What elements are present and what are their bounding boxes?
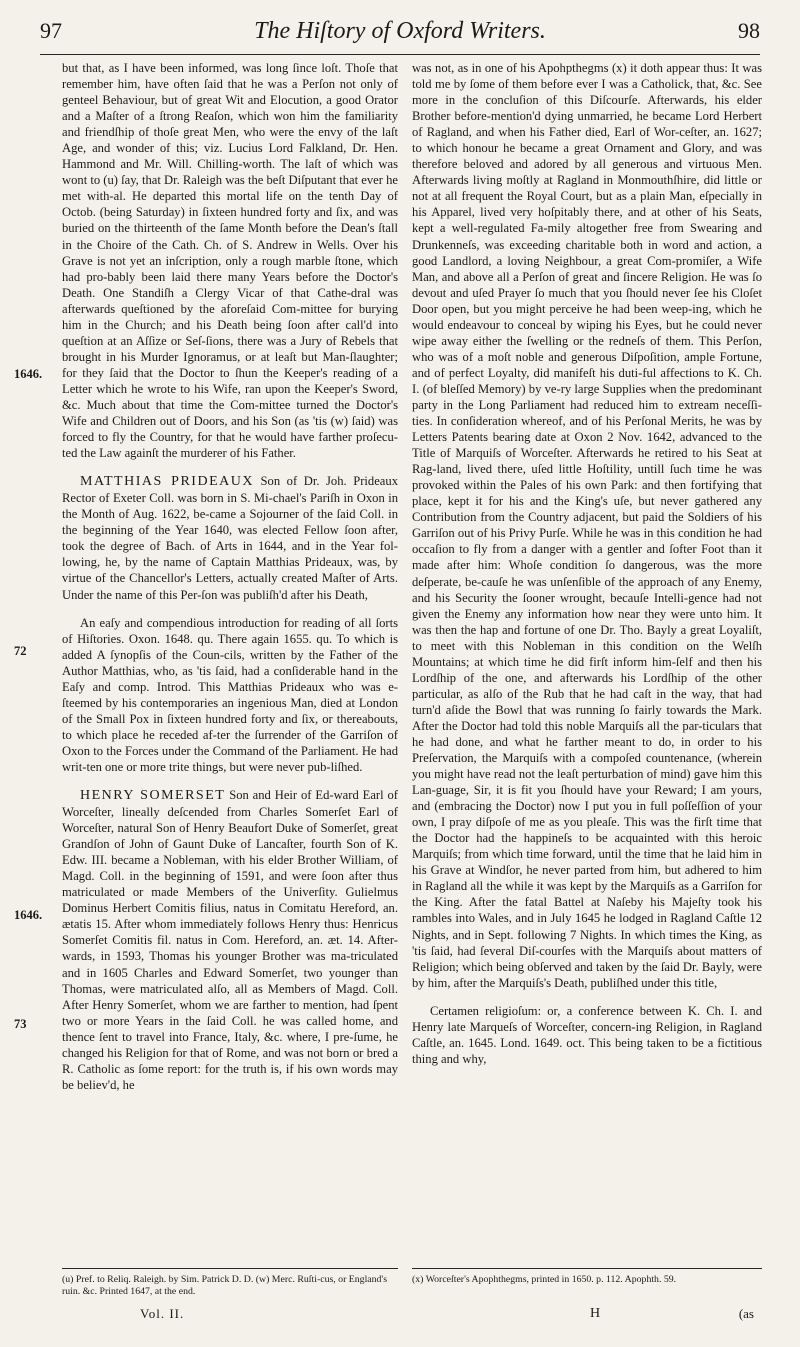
margin-year-1646: 1646. bbox=[14, 367, 43, 381]
running-title: The Hiſtory of Oxford Writers. bbox=[254, 17, 546, 44]
entry-body-somerset: Son and Heir of Ed-ward Earl of Worceſter, lineally deſcended from Charles Somerſet Earl of Worceſter, natural Son of Henry Beaufort Duke of Somerſet, great Grandſon of John of Gaunt Duke of Lancaſter, fourth Son of K. Edw. III. became a Nobleman, with his elder Brother William, of Magd. Coll. in the beginning of 1591, and were ſoon after thus matriculated or made Members of the Univerſity. Gulielmus Dominus Herbert Comitis filius, natus in Comitatu Hereford, an. ætatis 15. After whom immediately follows Henry thus: Henricus Somerſet Comitis fil. natus in Com. Hereford, an. æt. 14. After-wards, in 1593, Thomas his younger Brother was ma-triculated and in 1605 Charles and Edward Somerſet, two younger than Thomas, were matriculated alſo, all as Members of Magd. Coll. After Henry Somerſet, whom we are farther to mention, had ſpent two or more Years in the ſaid Coll. he was called home, and thence ſent to travel into France, Italy, &c. where, I pre-ſume, he changed his Religion for that of Rome, and was not born or bred a R. Catholic as ſome report: for the truth is, if his own words may be believ'd, he bbox=[62, 788, 398, 1092]
footnotes-right: (x) Worceſter's Apophthegms, printed in 1650. p. 112. Apophth. 59. bbox=[412, 1274, 677, 1285]
footnote-rule-right bbox=[412, 1268, 762, 1269]
catchword: (as bbox=[738, 1306, 754, 1321]
margin-entry-72: 72 bbox=[14, 644, 27, 658]
paragraph-marquis: was not, as in one of his Apohpthegms (x) it doth appear thus: It was told me by ſome of them before ever I was a Catholick, that, &c. See more in the concluſion of this Diſcourſe. Afterwards, his elder Brother before-mention'd dying unmarried, he became Lord Herbert of Ragland, and when his Father died, Earl of Wor-ceſter, an. 1627; to which honour he became a great Ornament and Glory, and was therefore beloved and adored by all generous and virtuous Men. Afterwards living moſtly at Ragland in Monmouthſhire, did little or not at all frequent the Royal Court, but as a plain Man, eſpecially in his Apparel, lived very hoſpitably there, and at other of his Seats, kept a well-regulated Fa-mily altogether free from Swearing and Drunkenneſs, was exceeding charitable both in word and action, a good Landlord, a loving Neighbour, a great Com-promiſer, a Wife Man, and above all a Perſon of great and ſincere Religion. He was ſo devout and uſed Prayer ſo much that you ſhould never ſee his Cloſet Door open, but you might perceive he had been weep-ing, which he would endeavour to conceal by wiping his Eyes, but he could never wipe away either the ſwelling or the redneſs of them. This Perſon, who was of a moſt noble and generous Diſpoſition, ample Fortune, and of perfect Loyalty, did manifeſt his duti-ful affections to K. Ch. I. (of bleſſed Memory) by ve-ry large Supplies when the predominant party in the Long Parliament had reduced him to extream neceſſi-ties. In conſideration whereof, and of his Perſonal Merits, he was by Letters Patents bearing date at Oxon 2 Nov. 1642, advanced to the Title of Marquiſs of Worceſter. Afterwards he retired to his Seat at Rag-land, lived there, uſed little Hoſtility, untill ſuch time he was provoked within the Pales of his own Park: and then fortifying that place, kept it for his and the King's uſe, but never gathered any Contribution from the Country adjacent, but paid the Soldiers of his Garriſon out of his Privy Purſe. While he was in this condition he had occaſion to fly from a danger with a gentler and ſofter Foot than it made after him: Whoſe condition ſo dangerous, was the more deſperate, be-cauſe he was unſenſible of the approach of any Enemy, and his Security the ſooner wrought, becauſe Intelli-gence had not given the Enemy any information how near they were unto him. It was then the hap and fortune of one Dr. Tho. Bayly a great Loyaliſt, to meet with this Nobleman in this condition on the Welſh Mountains; at which time he did firſt inform him-ſelf and then his Lordſhip of the one, and afterwards his Lordſhip of the other particular, as alſo of the Rub that he had caſt in the way, that had turn'd aſide the Bowl that was running ſo fairly towards the Mark. After the Doctor had told this noble Marquiſs all the par-ticulars that he had done, and what he farther meant to do, in order to his Preſervation, the Marquiſs with a compoſed countenance, (wherein you might have read not the leaſt perturbation of mind) gave him this Lan-guage, Sir, it is fit you ſhould have your Reward; I am yours, and (embracing the Doctor) now I put you in full poſſeſſion of your own, I pray diſpoſe of me as you pleaſe. This was the firſt time that the Doctor had the happineſs to be acquainted with this heroic Marquiſs; from which time forward, until the time that he laid him in his Grave at Windſor, he never parted from him, but adhered to him in Ragland all the while it was kept by the Marquiſs as a Garriſon for the King. After the fatal Battel at Naſeby his Majeſty took his rambles into Wales, and in July 1645 he lodged in Ragland Caſtle 12 Nights, and in Sept. following 7 Nights. In which times the King, as 'tis ſaid, had ſeveral Diſ-courſes with the Marquiſs about matters of Religion; which being obſerved and taken by the ſaid Dr. Bayly, were by him, after the Marquiſs's Death, publiſhed under this title, bbox=[412, 61, 762, 990]
entry-somerset bbox=[62, 787, 398, 1093]
footnotes-left: (u) Pref. to Reliq. Raleigh. by Sim. Patrick D. D. (w) Merc. Ruſti-cus, or England's ruin. &c. Printed 1647, at the end. bbox=[62, 1274, 388, 1297]
margin-entry-73: 73 bbox=[14, 1017, 27, 1031]
left-column bbox=[62, 60, 398, 1093]
work-prideaux: An eaſy and compendious introduction for reading of all ſorts of Hiſtories. Oxon. 1648. qu. There again 1655. qu. To which is added A ſynopſis of the Coun-cils, written by the Father of the Author Matthias, who, as 'tis ſaid, had a conſiderable hand in the Eaſy and comp. Introd. This Matthias Prideaux who was e-ſteemed by his contemporaries an ingenious Man, died at London of the Small Pox in ſixteen hundred forty and ſix, or thereabouts, to which place he receded af-ter the ſurrender of the Garriſon of Oxon to the Forces under the Command of the Parliament. He had writ-ten one or more trite things, but were never pub-liſhed. bbox=[62, 615, 398, 774]
volume-label: Vol. II. bbox=[140, 1306, 185, 1321]
signature-mark: H bbox=[590, 1306, 601, 1321]
entry-prideaux bbox=[62, 473, 398, 602]
right-column bbox=[412, 60, 762, 1067]
running-head bbox=[40, 14, 760, 48]
entry-heading-prideaux: MATTHIAS PRIDEAUX bbox=[80, 474, 254, 490]
paragraph-raleigh: but that, as I have been informed, was long ſince loſt. Thoſe that remember him, have often ſaid that he was a Perſon not only of genteel Behaviour, but of great Wit and Elocution, a good Orator and a Maſter of a ſtrong Reaſon, which won him the familiarity and friendſhip of thoſe great Men, who were the envy of the laſt Age, and wonder of this; viz. Lucius Lord Falkland, Dr. Hen. Hammond and Mr. Will. Chilling-worth. The laſt of which was wont to (u) ſay, that Dr. Raleigh was the beſt Diſputant that ever he met with-al. He departed this mortal life on the tenth Day of Octob. (being Saturday) in ſixteen hundred forty and ſix, and was buried on the thirteenth of the ſame Month before the Dean's ſtall in the Choire of the Cath. Ch. of S. Andrew in Wells. Over his Grave is not yet an inſcription, only a rough marble ſtone, which had pro-bably been laid there many Years before the Doctor's Death. One Standiſh a Clergy Vicar of that Cathe-dral was afterwards queſtioned by the aforeſaid Com-mittee for burying him in the Church; and his Death being ſoon after call'd into queſtion at an Aſſize or Seſ-ſions, there was a Jury of Rebels that brought in his Murder Ignoramus, or at leaſt but Man-ſlaughter; for they ſaid that the Doctor to ſhun the Keeper's reading of a Letter which he wrote to his Wife, ran upon the Keeper's Sword, &c. Much about that time the Com-mittee turned the Doctor's Wife and Children out of Doors, and his Son (as 'tis (w) ſaid) was forced to fly the Country, for that he would have farther proſecu-ted the Law againſt the murderer of his Father. bbox=[62, 61, 398, 461]
header-rule bbox=[40, 54, 760, 55]
left-page-number: 97 bbox=[40, 18, 62, 43]
entry-heading-somerset: HENRY SOMERSET bbox=[80, 788, 226, 804]
work-certamen: Certamen religioſum: or, a conference between K. Ch. I. and Henry late Marqueſs of Worceſter, concern-ing Religion, in Ragland Caſtle, an. 1645. Lond. 1649. oct. This being taken to be a fictitious thing and why, bbox=[412, 1003, 762, 1066]
entry-body-prideaux: Son of Dr. Joh. Prideaux Rector of Exeter Coll. was born in S. Mi-chael's Pariſh in Oxon in the Month of Aug. 1622, be-came a Sojourner of the ſaid Coll. in the beginning of the Year 1640, was elected Fellow ſoon after, took the degree of Bach. of Arts in 1644, and in the Year fol-lowing, he, by the name of Captain Matthias Prideaux, was, by virtue of the Chancellor's Letters, actually created Maſter of Arts. Under the name of this Per-ſon was publiſh'd after his Death, bbox=[62, 474, 398, 602]
right-page-number: 98 bbox=[738, 18, 760, 43]
footnote-rule-left bbox=[62, 1268, 398, 1269]
margin-year-1646-second: 1646. bbox=[14, 908, 43, 922]
